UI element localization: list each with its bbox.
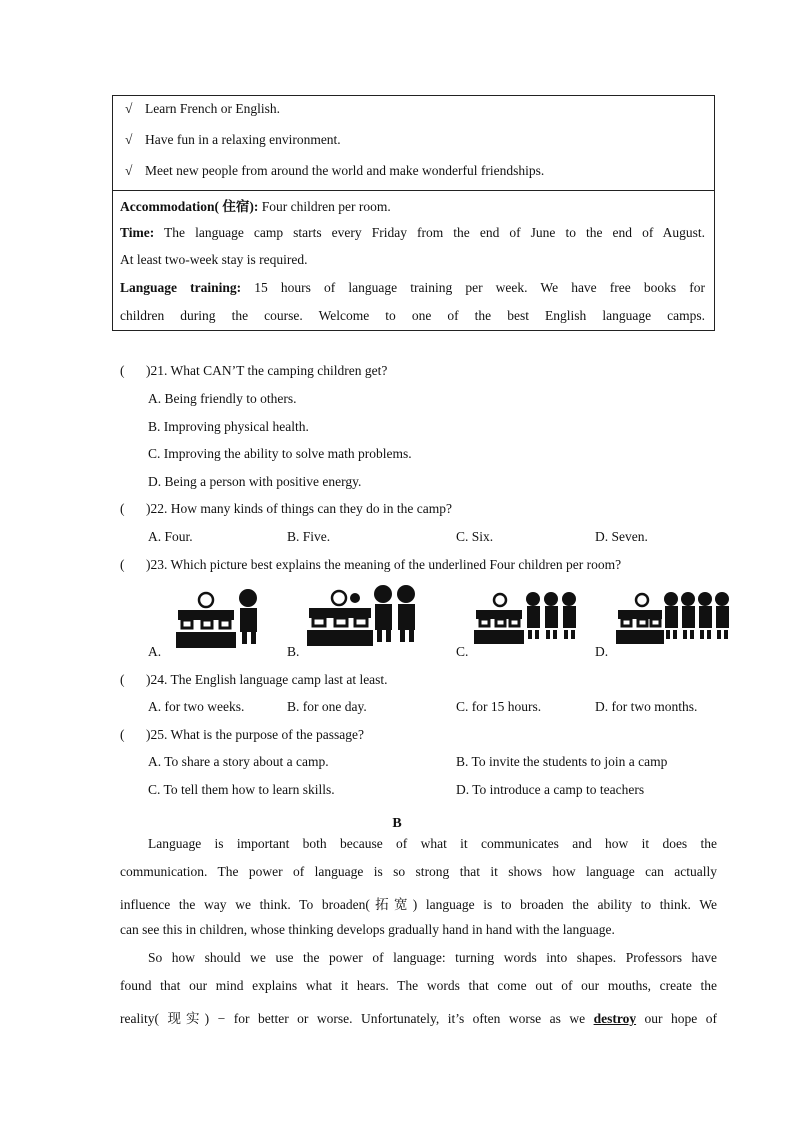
- q21-option-d: D. Being a person with positive energy.: [148, 474, 362, 489]
- box-divider: [113, 190, 714, 191]
- q23-option-a: A.: [148, 644, 162, 659]
- q21-option-c: C. Improving the ability to solve math problems.: [148, 446, 412, 461]
- q24-option-a: A. for two weeks.: [148, 699, 245, 714]
- q21-option-a: A. Being friendly to others.: [148, 391, 297, 406]
- q25-option-d: D. To introduce a camp to teachers: [456, 782, 645, 797]
- picture-c: [472, 590, 584, 652]
- check-icon: √: [125, 132, 133, 147]
- q23-option-d: D.: [595, 644, 609, 659]
- training-line: Language training: 15 hours of language training per week. We have free books for: [120, 280, 706, 295]
- answer-paren: (: [120, 501, 125, 516]
- answer-paren: (: [120, 557, 125, 572]
- time-line: Time: The language camp starts every Friday from the end of June to the end of August.: [120, 225, 705, 240]
- check-icon: √: [125, 163, 133, 178]
- time-line-2: At least two-week stay is required.: [120, 252, 308, 267]
- picture-d: [614, 590, 734, 652]
- passage-line: influence the way we think. To broaden(拓宽) language is to broaden the ability to think. We: [120, 897, 717, 912]
- passage-line: can see this in children, whose thinking develops gradually hand in hand with the language.: [120, 922, 615, 937]
- passage-line: reality( 现实) − for better or worse. Unfortunately, it’s often worse as we destroy our hope of: [120, 1011, 718, 1026]
- picture-b: [305, 584, 425, 654]
- q24-option-c: C. for 15 hours.: [456, 699, 542, 714]
- question-24: )24. The English language camp last at least.: [146, 672, 388, 687]
- passage-line: So how should we use the power of language: turning words into shapes. Professors have: [148, 950, 717, 965]
- q23-option-c: C.: [456, 644, 469, 659]
- question-23: )23. Which picture best explains the meaning of the underlined Four children per room?: [146, 557, 622, 572]
- answer-paren: (: [120, 672, 125, 687]
- question-21: )21. What CAN’T the camping children get?: [146, 363, 388, 378]
- answer-paren: (: [120, 727, 125, 742]
- question-25: )25. What is the purpose of the passage?: [146, 727, 364, 742]
- underlined-word: destroy: [593, 1011, 637, 1026]
- q25-option-c: C. To tell them how to learn skills.: [148, 782, 335, 797]
- q22-option-c: C. Six.: [456, 529, 494, 544]
- picture-a: [172, 588, 272, 656]
- q22-option-b: B. Five.: [287, 529, 331, 544]
- q22-option-a: A. Four.: [148, 529, 193, 544]
- accommodation-line: Accommodation( 住宿): Four children per room.: [120, 199, 391, 214]
- q25-option-b: B. To invite the students to join a camp: [456, 754, 668, 769]
- q23-option-b: B.: [287, 644, 300, 659]
- q21-option-b: B. Improving physical health.: [148, 419, 309, 434]
- q24-option-b: B. for one day.: [287, 699, 367, 714]
- q24-option-d: D. for two months.: [595, 699, 698, 714]
- benefit-item: √ Learn French or English.: [125, 101, 280, 116]
- q25-option-a: A. To share a story about a camp.: [148, 754, 329, 769]
- benefit-item: √ Have fun in a relaxing environment.: [125, 132, 341, 147]
- training-line-2: children during the course. Welcome to one of the best English language camps.: [120, 308, 705, 323]
- q22-option-d: D. Seven.: [595, 529, 648, 544]
- check-icon: √: [125, 101, 133, 116]
- passage-line: Language is important both because of what it communicates and how it does the: [148, 836, 717, 851]
- section-b-heading: B: [392, 816, 402, 831]
- passage-line: communication. The power of language is so strong that it shows how language can actually: [120, 864, 717, 879]
- question-22: )22. How many kinds of things can they do in the camp?: [146, 501, 452, 516]
- camp-info-box: [112, 95, 715, 331]
- answer-paren: (: [120, 363, 125, 378]
- benefit-item: √ Meet new people from around the world and make wonderful friendships.: [125, 163, 545, 178]
- passage-line: found that our mind explains what it hears. The words that come out of our mouths, create the: [120, 978, 717, 993]
